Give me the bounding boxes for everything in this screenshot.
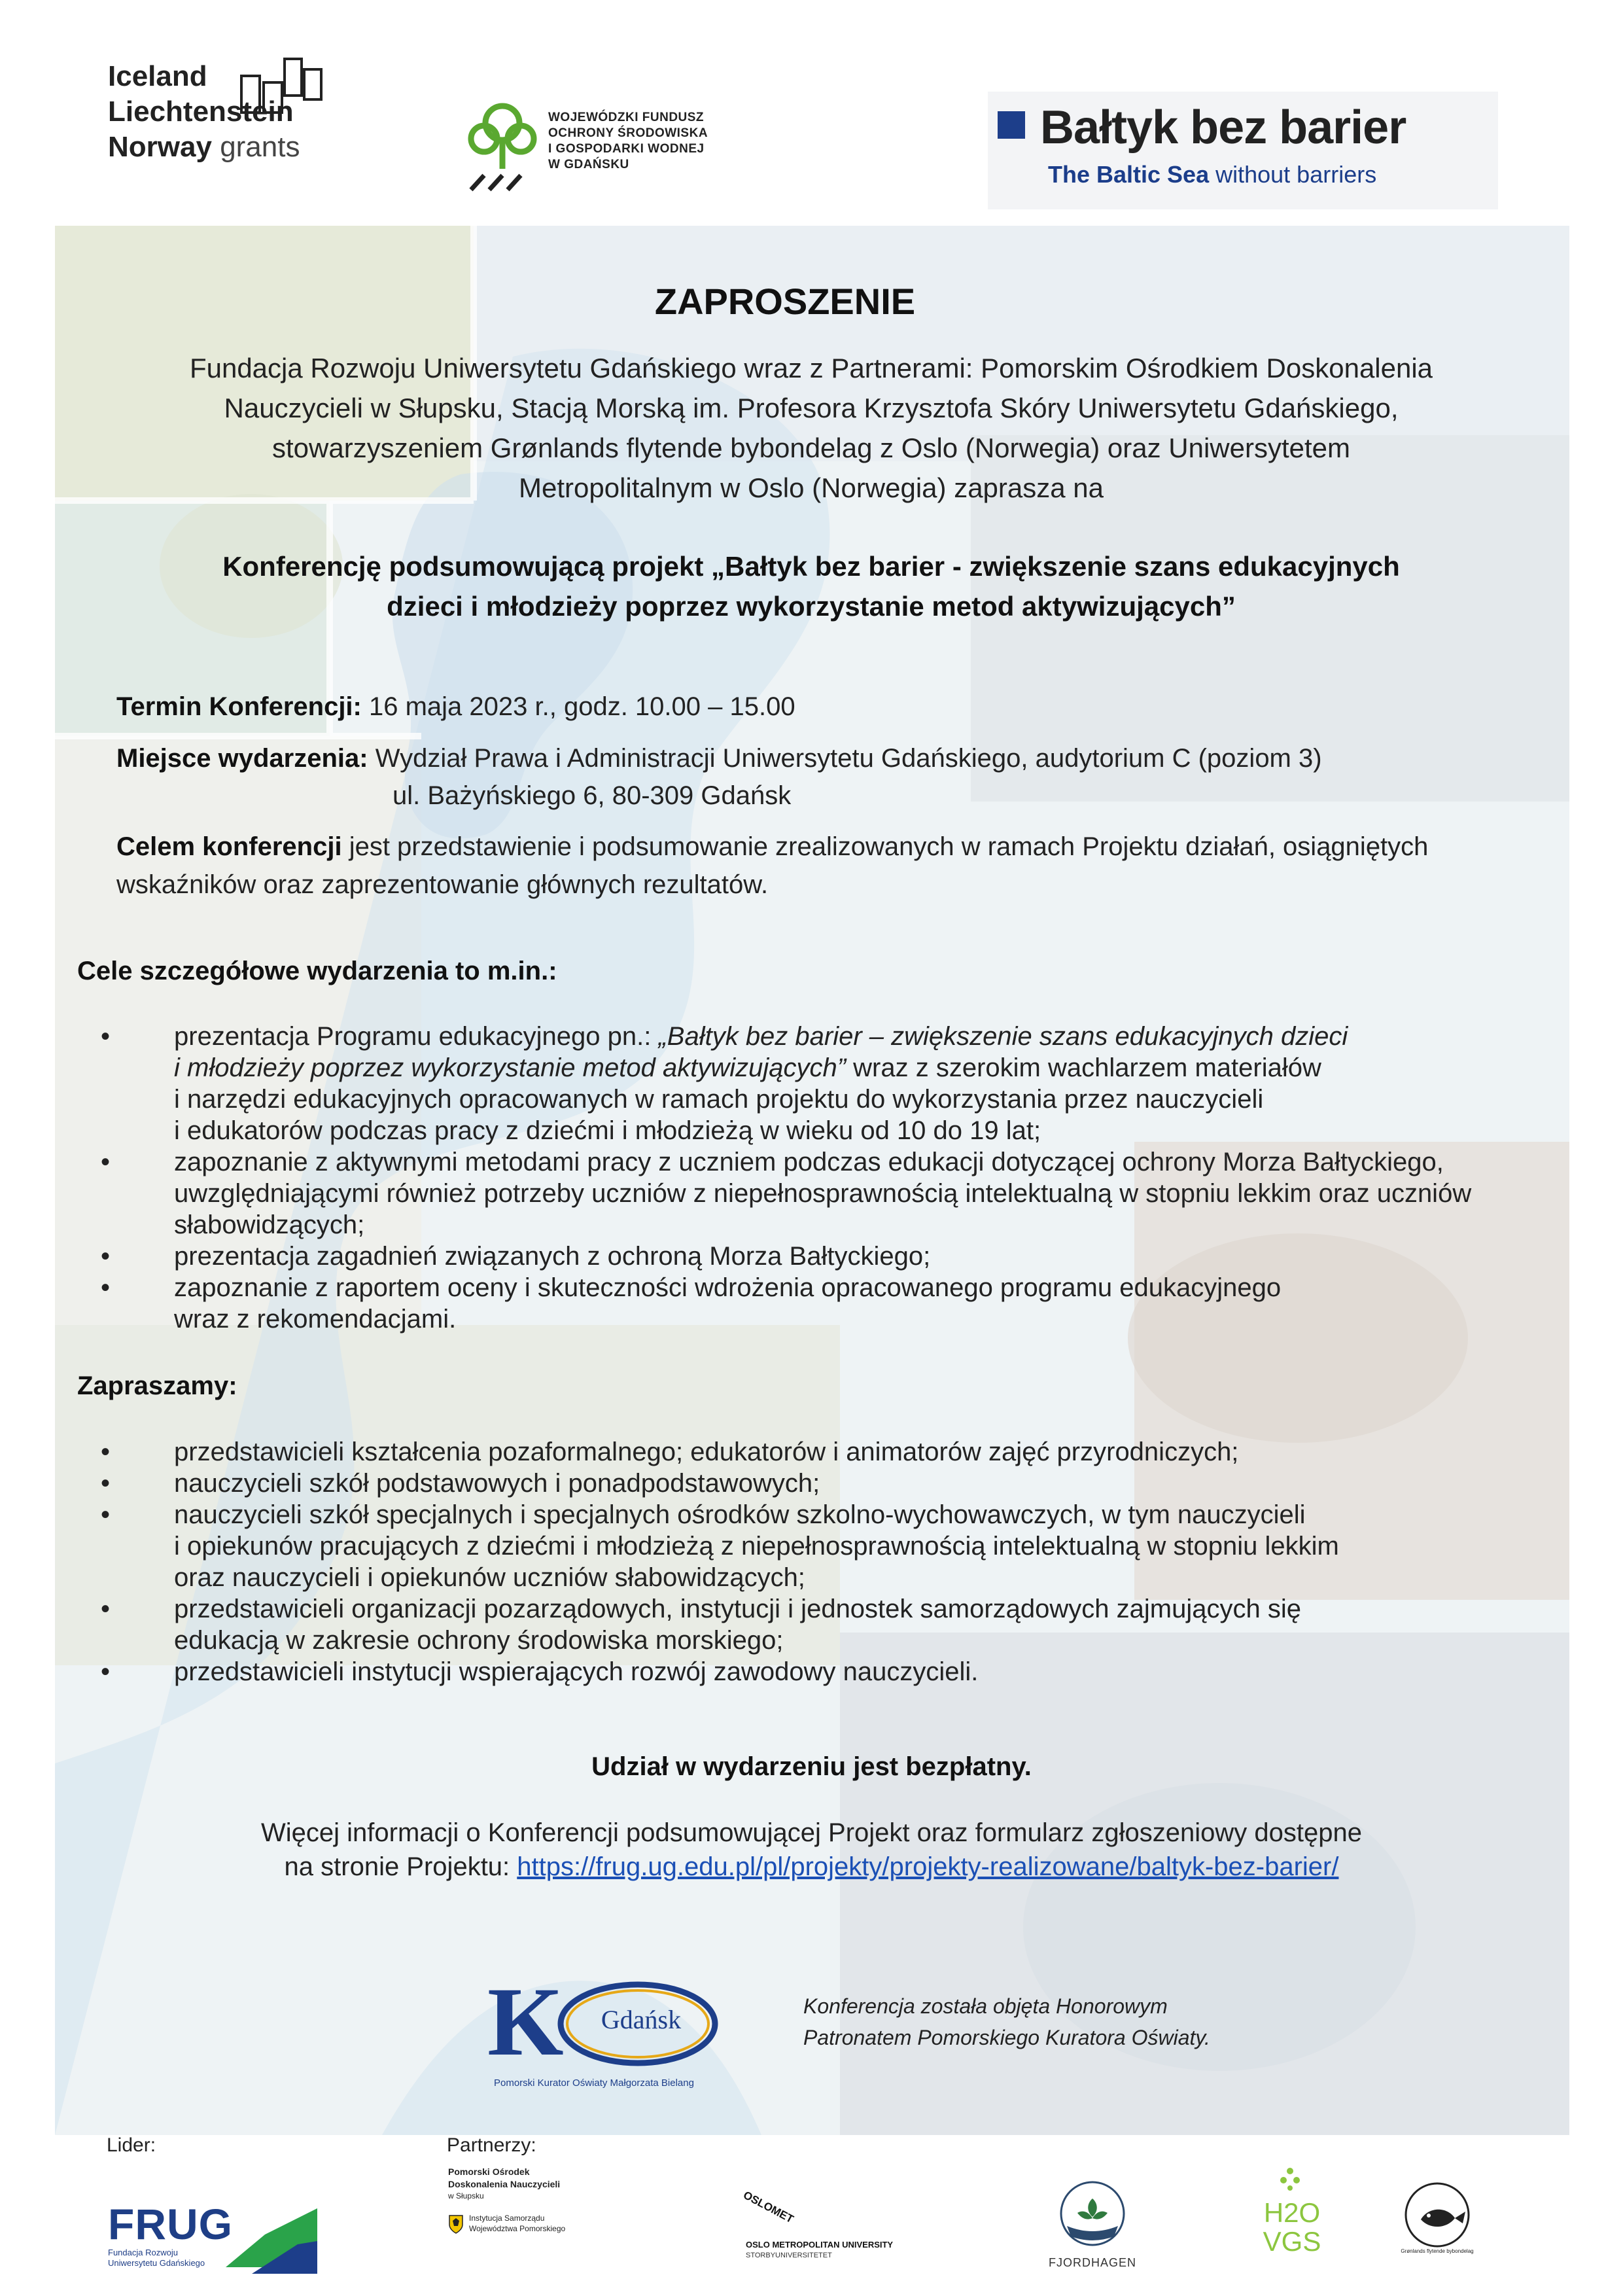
partners-label: Partnerzy:	[447, 2134, 536, 2156]
more-info-line1: Więcej informacji o Konferencji podsumowującej Projekt oraz formularz zgłoszeniowy dostępne	[261, 1818, 1362, 1847]
wfos-line1: WOJEWÓDZKI FUNDUSZ	[548, 111, 705, 124]
objectives-list	[77, 1021, 1549, 1335]
intro-line: Nauczycieli w Słupsku, Stacją Morską im. Profesora Krzysztofa Skóry Uniwersytetu Gdańskiego,	[224, 393, 1399, 423]
podn-line1: Pomorski Ośrodek	[448, 2166, 530, 2177]
invitee5-line: • przedstawicieli instytucji wspierających rozwój zawodowy nauczycieli.	[174, 1657, 979, 1686]
list-item	[77, 1468, 1549, 1499]
invitee3-line: • nauczycieli szkół specjalnych i specjalnych ośrodków szkolno-wychowawczych, w tym nauczycieli	[174, 1500, 1306, 1529]
frug-sub1: Fundacja Rozwoju	[108, 2248, 178, 2257]
objective1-line3: i narzędzi edukacyjnych opracowanych w ramach projektu do wykorzystania przez nauczycieli	[174, 1085, 1264, 1114]
baltyk-bez-barier-logo	[988, 92, 1498, 209]
objective1-line2-plain: wraz z szerokim wachlarzem materiałów	[846, 1053, 1321, 1082]
podn-line2: Doskonalenia Nauczycieli	[448, 2179, 561, 2189]
invitation-intro	[98, 348, 1524, 508]
intro-line: Metropolitalnym w Oslo (Norwegia) zaprasza na	[519, 472, 1104, 503]
ko-letter-k: K	[487, 1968, 564, 2076]
objectives-heading: Cele szczegółowe wydarzenia to m.in.:	[77, 957, 557, 985]
podn-slupsk-logo	[448, 2166, 612, 2264]
baltyk-logo-subtitle-part2: without barriers	[1215, 161, 1377, 188]
invitee2-line: • nauczycieli szkół podstawowych i ponadpodstawowych;	[174, 1469, 820, 1498]
list-item	[77, 1436, 1549, 1468]
objective1-line1-italic: „Bałtyk bez barier – zwiększenie szans edukacyjnych dzieci	[658, 1022, 1348, 1051]
oslomet-mark: OSLOMET	[741, 2189, 796, 2226]
patronage-line2: Patronatem Pomorskiego Kuratora Oświaty.	[803, 2026, 1210, 2049]
baltyk-logo-subtitle-part1: The Baltic Sea	[1048, 161, 1210, 188]
conference-title-line: Konferencję podsumowującą projekt „Bałtyk bez barier - zwiększenie szans edukacyjnych	[222, 551, 1400, 582]
invitee3-line: oraz nauczycieli i opiekunów uczniów słabowidzących;	[174, 1563, 805, 1592]
gronlands-bybondelag-logo	[1395, 2172, 1480, 2257]
h2o-line2: VGS	[1263, 2226, 1321, 2257]
gronlands-emblem-icon	[1395, 2172, 1480, 2257]
pomorskie-coat-of-arms-icon	[448, 2214, 464, 2234]
list-item	[77, 1146, 1549, 1241]
conference-title-line: dzieci i młodzieży poprzez wykorzystanie metod aktywizujących”	[387, 591, 1236, 622]
intro-line: stowarzyszeniem Grønlands flytende bybondelag z Oslo (Norwegia) oraz Uniwersytetem	[271, 433, 1350, 463]
fjordhagen-logo	[1037, 2179, 1148, 2284]
list-item	[77, 1499, 1549, 1593]
invitation-title: ZAPROSZENIE	[654, 281, 916, 322]
iln-line2: Liechtenstein	[108, 96, 294, 128]
tree-icon	[463, 98, 542, 196]
leader-label: Lider:	[107, 2134, 156, 2156]
objective2-line: słabowidzących;	[174, 1210, 365, 1239]
iln-line3-bold: Norway	[108, 131, 212, 163]
podn-line5: Województwa Pomorskiego	[469, 2224, 566, 2233]
place-value: Wydział Prawa i Administracji Uniwersytetu Gdańskiego, audytorium C (poziom 3)	[368, 744, 1322, 773]
fjordhagen-emblem-icon	[1058, 2179, 1127, 2248]
patronage-line1: Konferencja została objęta Honorowym	[803, 1994, 1168, 2018]
project-website-link[interactable]: https://frug.ug.edu.pl/pl/projekty/projekty-realizowane/baltyk-bez-barier/	[517, 1852, 1339, 1881]
objective1-line1-plain: prezentacja Programu edukacyjnego pn.:	[174, 1022, 659, 1051]
brand-square-icon	[998, 111, 1025, 139]
list-item	[77, 1021, 1549, 1146]
list-item	[77, 1241, 1549, 1272]
invitees-heading: Zapraszamy:	[77, 1371, 237, 1400]
goal-line1: jest przedstawienie i podsumowanie zrealizowanych w ramach Projektu działań, osiągniętych	[341, 832, 1429, 861]
frug-sub2: Uniwersytetu Gdańskiego	[108, 2258, 205, 2268]
objective3-line: • prezentacja zagadnień związanych z ochroną Morza Bałtyckiego;	[174, 1242, 931, 1271]
conference-title	[98, 546, 1524, 626]
wfos-line3: I GOSPODARKI WODNEJ	[548, 142, 705, 156]
ko-city: Gdańsk	[601, 2005, 682, 2034]
iln-line1: Iceland	[108, 60, 207, 92]
frug-logo	[108, 2202, 317, 2274]
event-place	[116, 739, 1322, 777]
list-item	[77, 1593, 1549, 1656]
objective1-line2-italic: i młodzieży poprzez wykorzystanie metod aktywizujących”	[174, 1053, 846, 1082]
iln-line3-light: grants	[220, 131, 300, 163]
objective4-line: wraz z rekomendacjami.	[174, 1305, 457, 1333]
free-participation-note: Udział w wydarzeniu jest bezpłatny.	[591, 1752, 1032, 1781]
more-info	[0, 1816, 1623, 1884]
invitee4-line: • przedstawicieli organizacji pozarządowych, instytucji i jednostek samorządowych zajmujących się	[174, 1595, 1301, 1623]
date-value: 16 maja 2023 r., godz. 10.00 – 15.00	[361, 692, 795, 721]
norway-grants-blocks-icon	[239, 56, 324, 115]
h2o-bubbles-icon	[1277, 2166, 1303, 2192]
list-item	[77, 1272, 1549, 1335]
oslomet-logo	[741, 2189, 942, 2267]
invitee3-line: i opiekunów pracujących z dziećmi i młodzieżą z niepełnosprawnością intelektualną w stopniu lekkim	[174, 1532, 1339, 1561]
objective2-line: • zapoznanie z aktywnymi metodami pracy z uczniem podczas edukacji dotyczącej ochrony Morza Bałtyckiego,	[174, 1148, 1444, 1176]
event-address: ul. Bażyńskiego 6, 80-309 Gdańsk	[393, 781, 792, 810]
ko-caption: Pomorski Kurator Oświaty Małgorzata Bielang	[494, 2077, 694, 2089]
gronlands-name: Grønlands flytende bybondelag	[1401, 2248, 1474, 2254]
more-info-prefix: na stronie Projektu:	[284, 1852, 517, 1881]
baltyk-logo-title: Bałtyk bez barier	[1040, 101, 1406, 154]
wfosigw-logo	[463, 98, 744, 203]
h2o-line1: H2O	[1263, 2197, 1321, 2228]
wfos-line2: OCHRONY ŚRODOWISKA	[548, 126, 708, 140]
invitees-list	[77, 1436, 1549, 1687]
goal-line2: wskaźników oraz zaprezentowanie głównych rezultatów.	[116, 870, 769, 899]
invitee1-line: • przedstawicieli kształcenia pozaformalnego; edukatorów i animatorów zajęć przyrodniczych;	[174, 1438, 1239, 1466]
date-label: Termin Konferencji:	[116, 692, 362, 721]
honorary-patronage	[803, 1990, 1392, 2053]
place-label: Miejsce wydarzenia:	[116, 744, 368, 773]
goal-label: Celem konferencji	[116, 832, 342, 861]
iceland-liechtenstein-norway-grants-logo	[108, 59, 324, 203]
oslomet-name: OSLO METROPOLITAN UNIVERSITY	[746, 2240, 894, 2250]
invitee4-line: edukacją w zakresie ochrony środowiska morskiego;	[174, 1626, 784, 1655]
conference-goal	[116, 828, 1428, 904]
list-item	[77, 1656, 1549, 1687]
frug-name: FRUG	[108, 2200, 233, 2248]
fjordhagen-name: FJORDHAGEN	[1048, 2256, 1136, 2269]
intro-line: Fundacja Rozwoju Uniwersytetu Gdańskiego wraz z Partnerami: Pomorskim Ośrodkiem Doskonalenia	[189, 353, 1433, 383]
objective4-line: • zapoznanie z raportem oceny i skuteczności wdrożenia opracowanego programu edukacyjnego	[174, 1273, 1282, 1302]
objective1-line4: i edukatorów podczas pracy z dziećmi i młodzieżą w wieku od 10 do 19 lat;	[174, 1116, 1041, 1145]
kurator-oswiaty-logo	[487, 1968, 749, 2091]
wfos-line4: W GDAŃSKU	[548, 158, 629, 171]
podn-line4: Instytucja Samorządu	[469, 2214, 545, 2223]
conference-date	[116, 688, 795, 726]
podn-line3: w Słupsku	[448, 2191, 484, 2200]
oslomet-sub: STORBYUNIVERSITETET	[746, 2252, 832, 2259]
h2o-vgs-logo	[1256, 2166, 1328, 2270]
objective2-line: uwzględniającymi również potrzeby uczniów z niepełnosprawnością intelektualną w stopniu lekkim oraz uczniów	[174, 1179, 1472, 1208]
frug-wave-icon	[226, 2208, 317, 2274]
